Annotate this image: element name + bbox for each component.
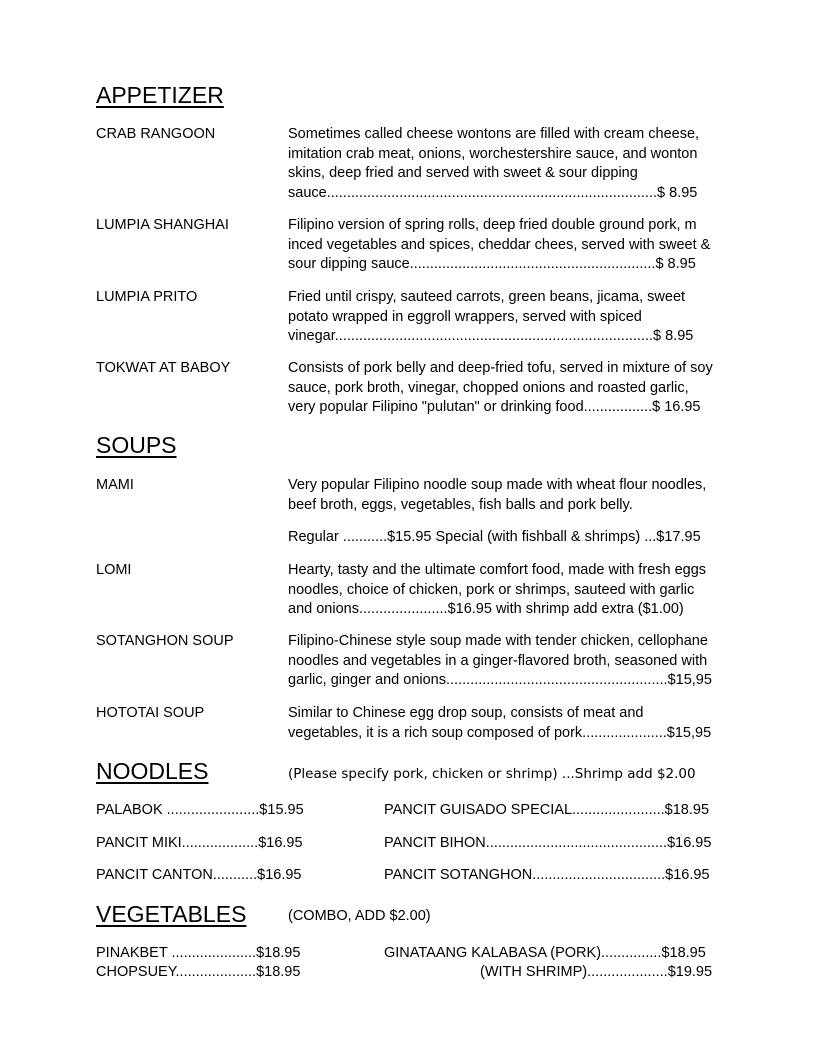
soup-item-name: LOMI [96, 562, 132, 578]
description-line: Similar to Chinese egg drop soup, consists of meat and [288, 705, 644, 721]
description-line: and onions......................$16.95 with shrimp add extra ($1.00) [288, 601, 684, 617]
description-line: Fried until crispy, sauteed carrots, green beans, jicama, sweet [288, 289, 686, 305]
soup-item-name: HOTOTAI SOUP [96, 705, 205, 721]
noodle-item: PANCIT SOTANGHON.................................$16.95 [384, 867, 710, 883]
appetizer-item-name: CRAB RANGOON [96, 126, 216, 142]
soup-price-line [288, 528, 728, 548]
appetizer-item-description [288, 359, 728, 418]
description-line: Very popular Filipino noodle soup made with wheat flour noodles, [288, 477, 707, 493]
description-line: inced vegetables and spices, cheddar chees, served with sweet & [288, 236, 711, 253]
description-line: Filipino version of spring rolls, deep fried double ground pork, m [288, 217, 697, 233]
noodle-item: PANCIT GUISADO SPECIAL.......................$18.95 [384, 802, 710, 818]
description-line: potato wrapped in eggroll wrappers, served with spiced [288, 308, 642, 325]
soup-item-name: SOTANGHON SOUP [96, 633, 234, 649]
menu-page [96, 0, 736, 1056]
description-line: vegetables, it is a rich soup composed of pork.....................$15,95 [288, 724, 712, 741]
description-line: skins, deep fried and served with sweet & sour dipping [288, 165, 638, 181]
description-line: noodles and vegetables in a ginger-flavored broth, seasoned with [288, 652, 708, 669]
description-line: Consists of pork belly and deep-fried tofu, served in mixture of soy [288, 360, 713, 376]
description-line: Hearty, tasty and the ultimate comfort food, made with fresh eggs [288, 562, 707, 578]
noodle-item: PANCIT CANTON...........$16.95 [96, 867, 302, 883]
description-line: sour dipping sauce.............................................................$ 8.95 [288, 256, 696, 272]
description-line: very popular Filipino "pulutan" or drinking food.................$ 16.95 [288, 399, 701, 415]
description-line: beef broth, eggs, vegetables, fish balls and pork belly. [288, 496, 633, 513]
soup-item-description [288, 704, 728, 743]
vegetable-item: GINATAANG KALABASA (PORK)...............$18.95 [384, 945, 706, 961]
description-line: imitation crab meat, onions, worchestershire sauce, and wonton [288, 145, 698, 162]
description-line: Filipino-Chinese style soup made with tender chicken, cellophane [288, 633, 708, 649]
vegetables-note: (COMBO, ADD $2.00) [288, 908, 431, 924]
appetizer-heading: APPETIZER [96, 82, 224, 108]
vegetable-item: CHOPSUEY....................$18.95 [96, 964, 301, 980]
appetizer-item-description [288, 125, 728, 203]
appetizer-item-description [288, 216, 728, 275]
vegetable-item: (WITH SHRIMP)....................$19.95 [480, 964, 713, 980]
noodles-note: (Please specify pork, chicken or shrimp) ...Shrimp add $2.00 [288, 766, 696, 782]
appetizer-item-name: TOKWAT AT BABOY [96, 360, 231, 376]
soup-item-description [288, 561, 728, 620]
description-line: Sometimes called cheese wontons are filled with cream cheese, [288, 126, 700, 142]
noodle-item: PALABOK .......................$15.95 [96, 802, 304, 818]
soup-item-description [288, 632, 728, 691]
soup-item-description [288, 476, 728, 515]
noodle-item: PANCIT BIHON.............................................$16.95 [384, 835, 712, 851]
appetizer-item-name: LUMPIA PRITO [96, 289, 198, 305]
mami-prices: Regular ...........$15.95 Special (with fishball & shrimps) ...$17.95 [288, 529, 701, 545]
description-line: vinegar...............................................................................$ 8.95 [288, 328, 694, 344]
description-line: garlic, ginger and onions.......................................................$15,95 [288, 672, 712, 688]
description-line: sauce, pork broth, vinegar, chopped onions and roasted garlic, [288, 379, 689, 396]
description-line: noodles, choice of chicken, pork or shrimps, sauteed with garlic [288, 581, 695, 598]
appetizer-item-description [288, 288, 728, 347]
noodles-heading: NOODLES [96, 758, 209, 784]
appetizer-item-name: LUMPIA SHANGHAI [96, 217, 229, 233]
vegetables-heading: VEGETABLES [96, 901, 247, 927]
description-line: sauce..................................................................................$ 8.95 [288, 184, 698, 201]
vegetable-item: PINAKBET .....................$18.95 [96, 945, 301, 961]
noodle-item: PANCIT MIKI...................$16.95 [96, 835, 303, 851]
soups-heading: SOUPS [96, 432, 177, 458]
soup-item-name: MAMI [96, 477, 134, 493]
